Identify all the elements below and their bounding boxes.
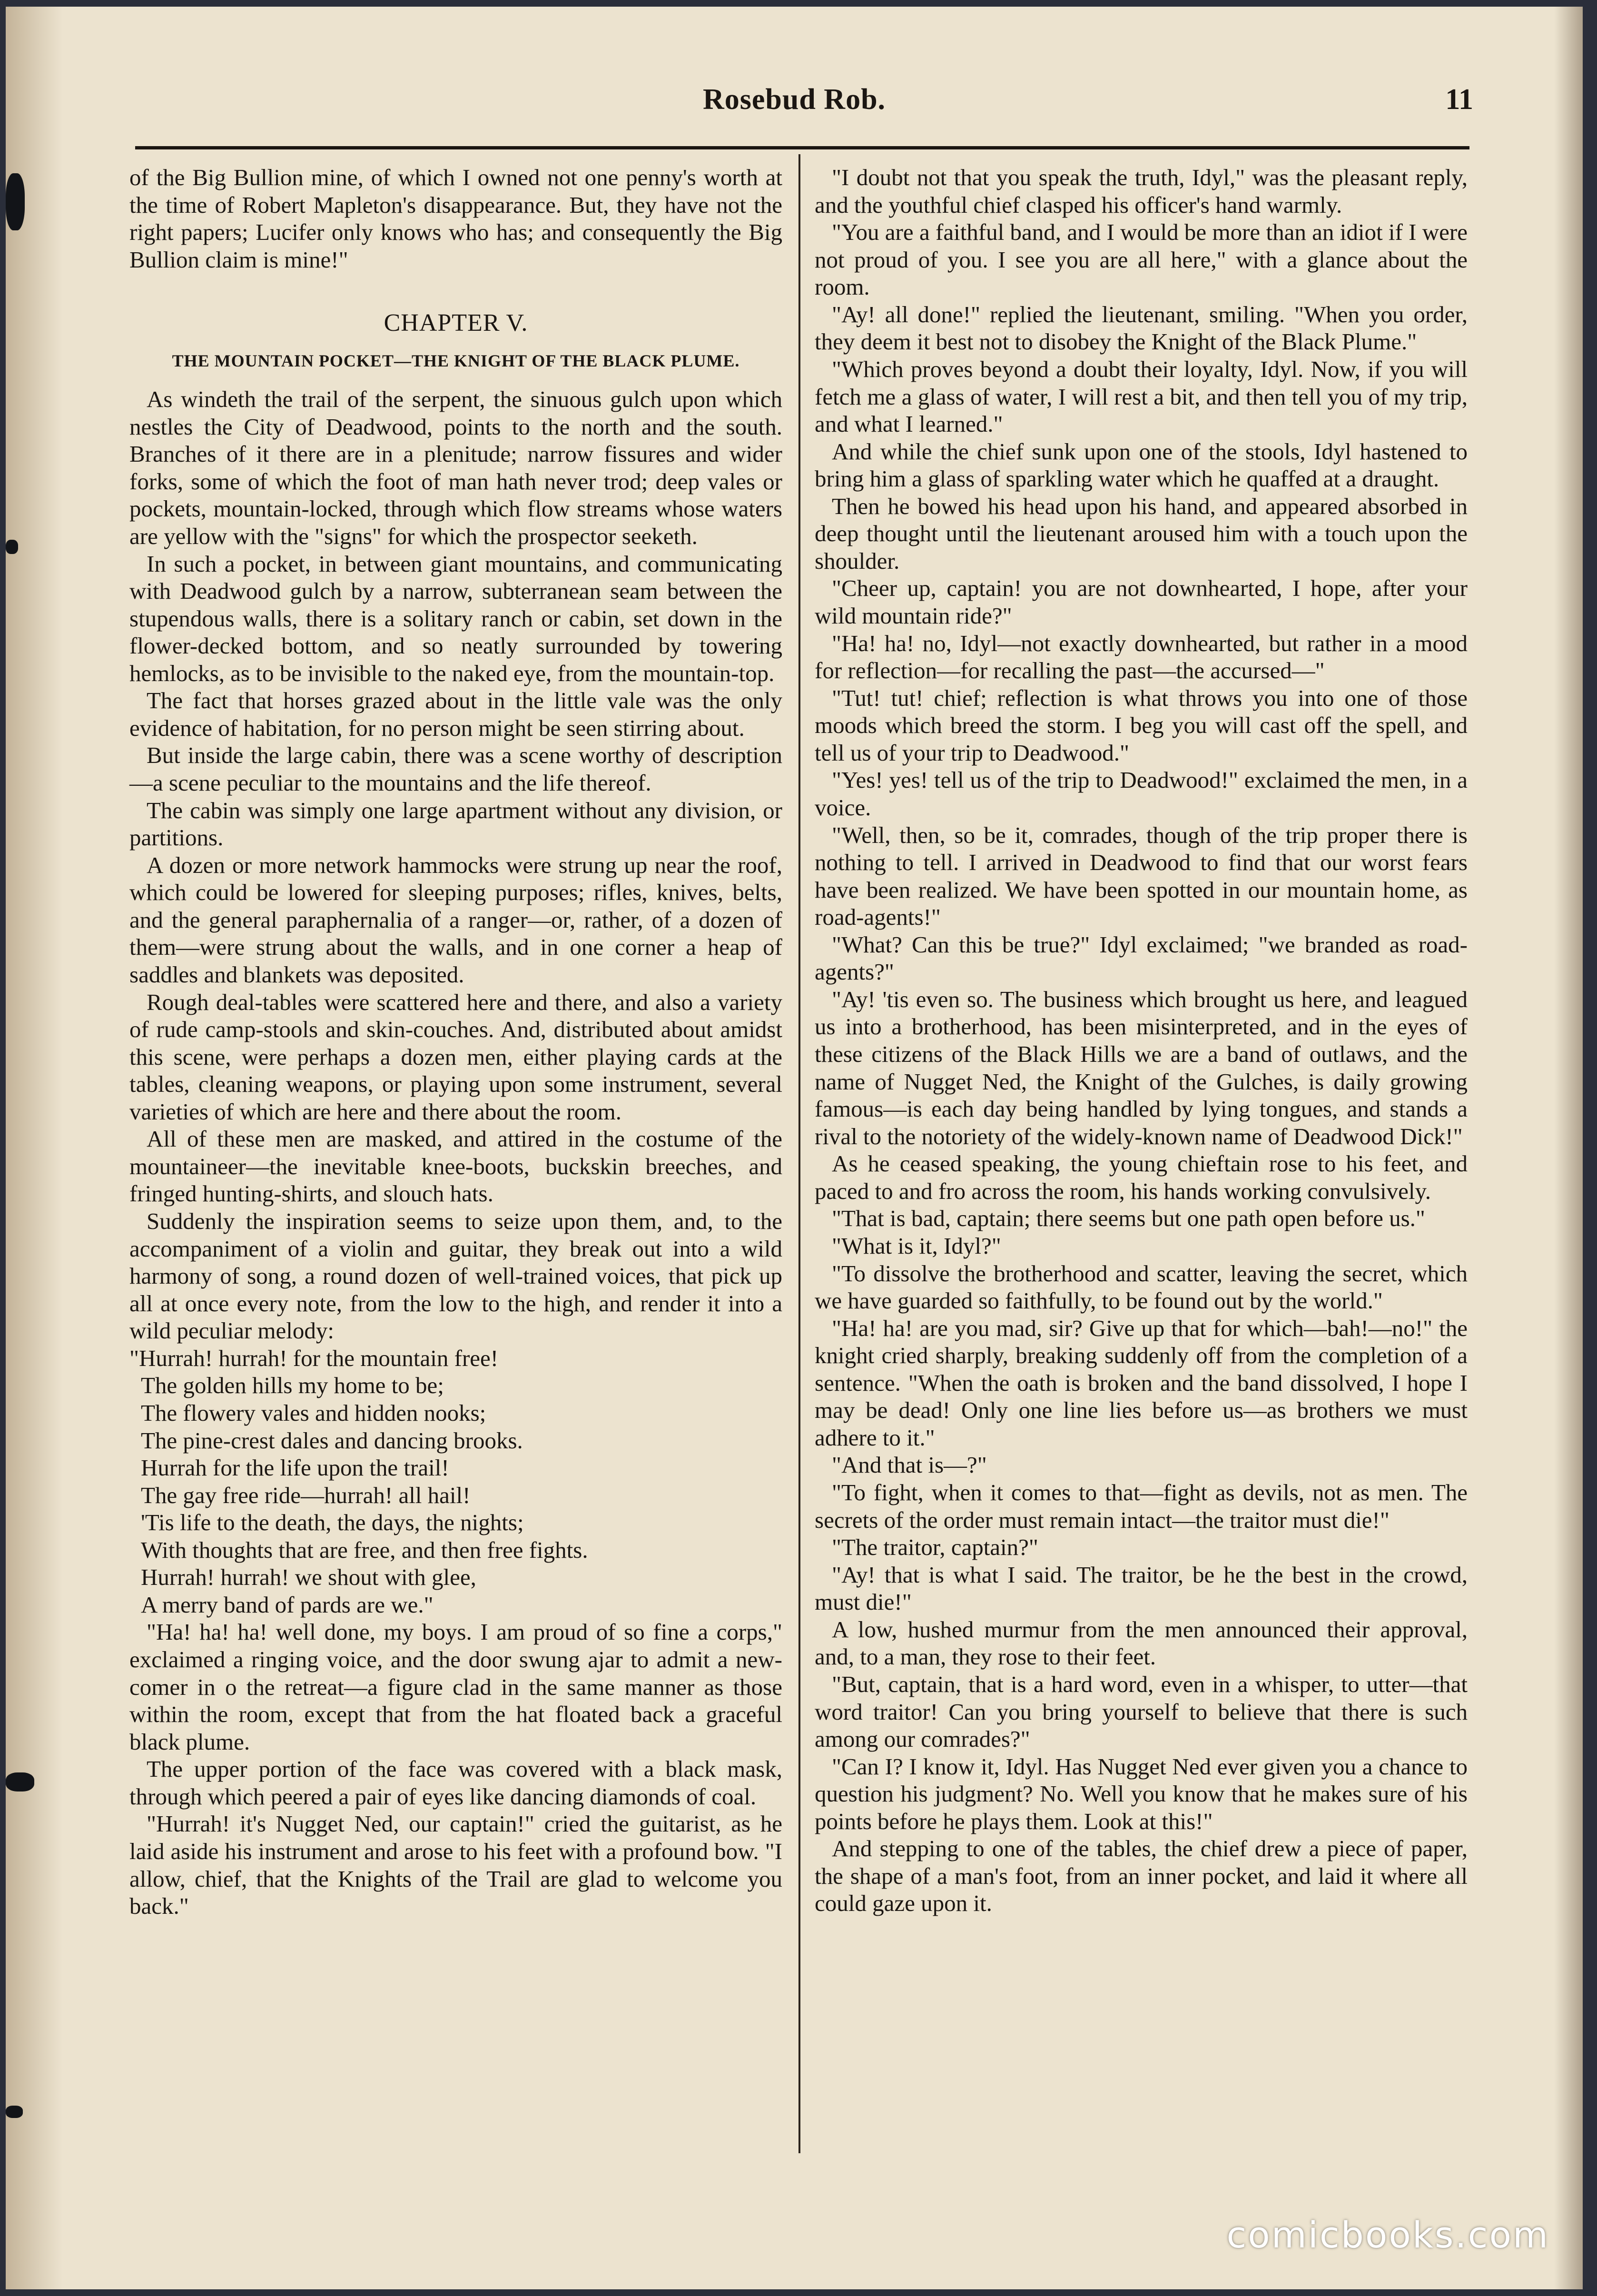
song-line: A merry band of pards are we."	[141, 1591, 434, 1618]
binding-stain	[6, 540, 18, 554]
paragraph: But inside the large cabin, there was a scene worthy of description—a scene peculiar to the mountains and the life thereof.	[129, 742, 782, 796]
right-paragraphs	[815, 164, 1468, 1917]
paragraph: And while the chief sunk upon one of the stools, Idyl hastened to bring him a glass of sparkling water which he quaffed at a draught.	[815, 438, 1468, 492]
paragraph: All of these men are masked, and attired in the costume of the mountaineer—the inevitable knee-boots, buckskin breeches, and fringed hunting-shirts, and slouch hats.	[129, 1126, 782, 1207]
paragraph: "Ay! that is what I said. The traitor, be he the best in the crowd, must die!"	[815, 1561, 1468, 1615]
paragraph: "Ha! ha! ha! well done, my boys. I am proud of so fine a corps," exclaimed a ringing voice, and the door swung ajar to admit a new-comer in o the retreat—a figure clad in the same manner as those within the room, except that from the hat floated back a graceful black plume.	[129, 1619, 782, 1755]
song-verse	[129, 1345, 782, 1619]
paragraph: "Ha! ha! no, Idyl—not exactly downhearted, but rather in a mood for reflection—for recalling the past—the accursed—"	[815, 630, 1468, 684]
paragraph: "Ha! ha! are you mad, sir? Give up that for which—bah!—no!" the knight cried sharply, breaking suddenly off from the completion of a sentence. "When the oath is broken and the band dissolved, I hope I may be dead! Only one line lies before us—as brothers we must adhere to it."	[815, 1315, 1468, 1451]
running-header-title: Rosebud Rob.	[702, 83, 886, 116]
paragraph: The cabin was simply one large apartment without any division, or partitions.	[129, 797, 782, 851]
paragraph: "Which proves beyond a doubt their loyalty, Idyl. Now, if you will fetch me a glass of water, I will rest a bit, and then tell you of my trip, and what I learned."	[815, 356, 1468, 437]
song-line: The pine-crest dales and dancing brooks.	[141, 1427, 523, 1454]
paragraph: As windeth the trail of the serpent, the sinuous gulch upon which nestles the City of Deadwood, points to the north and the south. Branches of it there are in a plenitude; narrow fissures and wider forks, some of which the foot of man hath never trod; deep vales or pockets, mountain-locked, through which flow streams whose waters are yellow with the "signs" for which the prospector seeketh.	[129, 386, 782, 549]
song-line: Hurrah! hurrah! we shout with glee,	[141, 1564, 476, 1591]
paragraph: "To fight, when it comes to that—fight as devils, not as men. The secrets of the order must remain intact—the traitor must die!"	[815, 1479, 1468, 1533]
paragraph: "Ay! all done!" replied the lieutenant, smiling. "When you order, they deem it best not to disobey the Knight of the Black Plume."	[815, 301, 1468, 355]
paragraph: "I doubt not that you speak the truth, Idyl," was the pleasant reply, and the youthful chief clasped his officer's hand warmly.	[815, 164, 1468, 218]
paragraph: "What is it, Idyl?"	[832, 1232, 1001, 1259]
paragraph: of the Big Bullion mine, of which I owned not one penny's worth at the time of Robert Mapleton's disappearance. But, they have not the right papers; Lucifer only knows who has; and consequently the Big Bullion claim is mine!"	[129, 164, 782, 273]
paragraph: "Hurrah! it's Nugget Ned, our captain!" cried the guitarist, as he laid aside his instrument and arose to his feet with a profound bow. "I allow, chief, that the Knights of the Trail are glad to welcome you back."	[129, 1811, 782, 1920]
paragraph: "And that is—?"	[832, 1452, 987, 1478]
paragraph: "Can I? I know it, Idyl. Has Nugget Ned ever given you a chance to question his judgment? No. Well you know that he makes sure of his points before he plays them. Look at this!"	[815, 1753, 1468, 1834]
paragraph: "Tut! tut! chief; reflection is what throws you into one of those moods which breed the storm. I beg you will cast off the spell, and tell us of your trip to Deadwood."	[815, 684, 1468, 766]
song-line: 'Tis life to the death, the days, the nights;	[141, 1509, 524, 1536]
binding-stain	[6, 173, 25, 230]
paragraph: "But, captain, that is a hard word, even in a whisper, to utter—that word traitor! Can you bring yourself to believe that there is such among our comrades?"	[815, 1671, 1468, 1752]
left-paragraphs	[129, 386, 782, 1345]
magazine-page	[6, 7, 1583, 2289]
left-post-paragraphs	[129, 1618, 782, 1920]
paragraph: In such a pocket, in between giant mountains, and communicating with Deadwood gulch by a narrow, subterranean seam between the stupendous walls, there is a solitary ranch or cabin, set down in the flower-decked bottom, and so neatly surrounded by towering hemlocks, as to be invisible to the naked eye, from the mountain-top.	[129, 550, 782, 686]
paragraph: Then he bowed his head upon his hand, and appeared absorbed in deep thought until the lieutenant aroused him with a touch upon the shoulder.	[815, 493, 1468, 574]
binding-stain	[6, 2106, 23, 2118]
song-line: The flowery vales and hidden nooks;	[141, 1399, 486, 1426]
song-line: The golden hills my home to be;	[141, 1372, 444, 1399]
paragraph: "To dissolve the brotherhood and scatter, leaving the secret, which we have guarded so faithfully, to be found out by the world."	[815, 1260, 1468, 1314]
paragraph: Rough deal-tables were scattered here and there, and also a variety of rude camp-stools and skin-couches. And, distributed about amidst this scene, were perhaps a dozen men, either playing cards at the tables, cleaning weapons, or playing upon some instrument, several varieties of which are here and there about the room.	[129, 989, 782, 1125]
song-line: With thoughts that are free, and then free fights.	[141, 1536, 588, 1563]
paragraph: Suddenly the inspiration seems to seize upon them, and, to the accompaniment of a violin and guitar, they break out into a wild harmony of song, a round dozen of well-trained voices, that pick up all at once every note, from the low to the high, and render it into a wild peculiar melody:	[129, 1208, 782, 1344]
paragraph: "You are a faithful band, and I would be more than an idiot if I were not proud of you. I see you are all here," with a glance about the room.	[815, 219, 1468, 300]
paragraph: A dozen or more network hammocks were strung up near the roof, which could be lowered for sleeping purposes; rifles, knives, belts, and the general paraphernalia of a ranger—or, rather, of a dozen of them—were strung about the walls, and in one corner a heap of saddles and blankets was deposited.	[129, 851, 782, 988]
paragraph: "Yes! yes! tell us of the trip to Deadwood!" exclaimed the men, in a voice.	[815, 767, 1468, 821]
page-number: 11	[1445, 83, 1473, 116]
binding-stain	[6, 1772, 34, 1791]
paragraph: A low, hushed murmur from the men announced their approval, and, to a man, they rose to their feet.	[815, 1616, 1468, 1670]
paragraph: The fact that horses grazed about in the little vale was the only evidence of habitation, for no person might be seen stirring about.	[129, 687, 782, 741]
paragraph: "That is bad, captain; there seems but one path open before us."	[832, 1205, 1425, 1232]
paragraph: The upper portion of the face was covered with a black mask, through which peered a pair of eyes like dancing diamonds of coal.	[129, 1756, 782, 1810]
song-line: Hurrah for the life upon the trail!	[141, 1455, 449, 1481]
paragraph: "The traitor, captain?"	[832, 1534, 1038, 1561]
paragraph: "Ay! 'tis even so. The business which brought us here, and leagued us into a brotherhood, has been misinterpreted, and in the eyes of these citizens of the Black Hills we are a band of outlaws, and the name of Nugget Ned, the Knight of the Gulches, is daily growing famous—is each day being handled by lying tongues, and stands a rival to the notoriety of the widely-known name of Deadwood Dick!"	[815, 986, 1468, 1149]
paragraph: As he ceased speaking, the young chieftain rose to his feet, and paced to and fro across the room, his hands working convulsively.	[815, 1150, 1468, 1204]
column-divider	[798, 154, 800, 2153]
chapter-title: CHAPTER V.	[384, 309, 528, 337]
site-watermark: comicbooks.com	[1226, 2214, 1549, 2256]
paragraph: "Cheer up, captain! you are not downhearted, I hope, after your wild mountain ride?"	[815, 575, 1468, 629]
paragraph: "Well, then, so be it, comrades, though of the trip proper there is nothing to tell. I arrived in Deadwood to find that our worst fears have been realized. We have been spotted in our mountain home, as road-agents!"	[815, 821, 1468, 930]
song-line: "Hurrah! hurrah! for the mountain free!	[129, 1345, 499, 1371]
left-column	[129, 164, 782, 1920]
paragraph: "What? Can this be true?" Idyl exclaimed; "we branded as road-agents?"	[815, 931, 1468, 985]
paragraph: And stepping to one of the tables, the chief drew a piece of paper, the shape of a man's foot, from an inner pocket, and laid it where all could gaze upon it.	[815, 1835, 1468, 1917]
chapter-subtitle: THE MOUNTAIN POCKET—THE KNIGHT OF THE BLACK PLUME.	[172, 351, 740, 371]
song-line: The gay free ride—hurrah! all hail!	[141, 1482, 471, 1508]
left-pre-paragraphs	[129, 164, 782, 273]
header-rule	[135, 146, 1469, 149]
right-column	[815, 164, 1468, 1917]
